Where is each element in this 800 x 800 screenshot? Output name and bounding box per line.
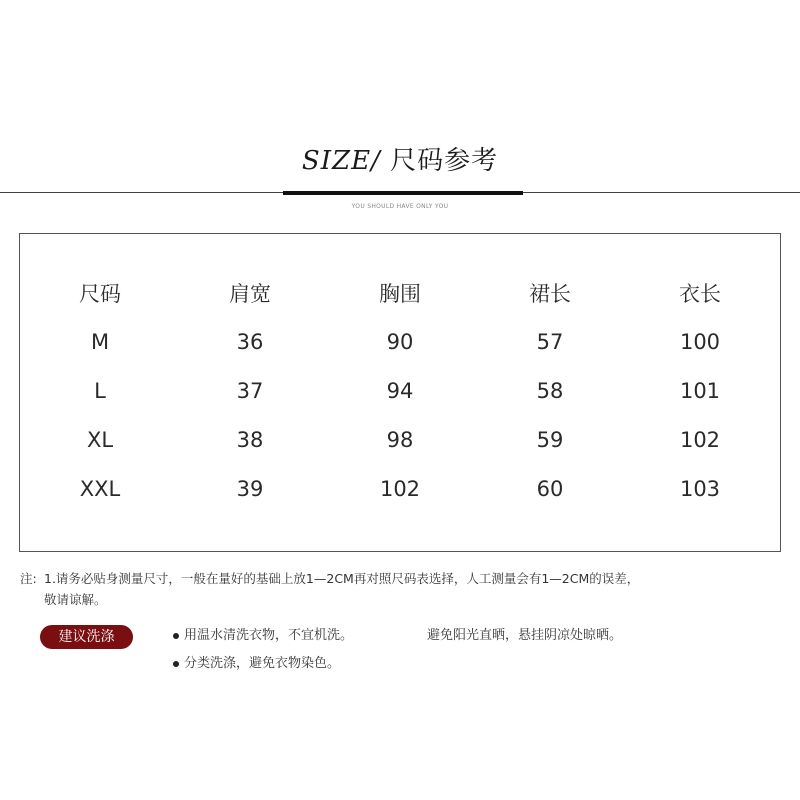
table-row	[25, 366, 775, 415]
care-badge: 建议洗涤	[40, 625, 133, 649]
table-cell: M	[90, 329, 110, 354]
table-cell: 103	[679, 476, 721, 501]
table-cell: 60	[536, 476, 564, 501]
note-line-2: 敬请谅解。	[44, 592, 107, 607]
header-cell-skirt-length: 裙长	[529, 281, 571, 306]
header-cell-shoulder: 肩宽	[229, 281, 271, 306]
table-cell: 59	[536, 427, 564, 452]
table-row	[25, 464, 775, 513]
header-cell-size: 尺码	[79, 281, 121, 306]
page-title-cn: 尺码参考	[380, 146, 499, 176]
table-cell: 98	[386, 427, 414, 452]
care-item	[427, 626, 622, 646]
table-row	[25, 415, 775, 464]
measurement-note	[20, 568, 780, 610]
bullet-icon	[173, 661, 179, 667]
table-cell: 94	[386, 378, 414, 403]
page-title	[0, 140, 800, 177]
care-item-text: 分类洗涤，避免衣物染色。	[184, 656, 341, 671]
note-line-1: 1.请务必贴身测量尺寸，一般在量好的基础上放1—2CM再对照尺码表选择，人工测量会有1—2CM的误差，	[44, 571, 640, 586]
table-cell: 38	[236, 427, 264, 452]
bullet-icon	[173, 633, 179, 639]
table-cell: 57	[536, 329, 564, 354]
table-cell: 90	[386, 329, 414, 354]
table-cell: 101	[679, 378, 721, 403]
table-cell: 37	[236, 378, 264, 403]
header-cell-garment-length: 衣长	[679, 281, 721, 306]
table-cell: 102	[679, 427, 721, 452]
page-subtitle: YOU SHOULD HAVE ONLY YOU	[351, 203, 449, 210]
table-cell: 39	[236, 476, 264, 501]
table-cell: XXL	[79, 476, 121, 501]
size-table	[25, 268, 775, 513]
table-cell: L	[94, 378, 106, 403]
care-item-text: 避免阳光直晒，悬挂阴凉处晾晒。	[427, 628, 623, 643]
table-cell: 100	[679, 329, 721, 354]
table-cell: 58	[536, 378, 564, 403]
table-cell: 36	[236, 329, 264, 354]
table-row	[25, 317, 775, 366]
header-underline	[283, 191, 523, 195]
care-item-text: 用温水清洗衣物，不宜机洗。	[184, 628, 354, 643]
table-header-row	[25, 268, 775, 317]
page-title-en: SIZE/	[301, 146, 381, 176]
note-label: 注:	[20, 571, 37, 586]
note-text	[44, 568, 780, 610]
table-cell: 102	[379, 476, 421, 501]
care-item	[173, 654, 340, 674]
header-cell-bust: 胸围	[379, 281, 421, 306]
care-item	[173, 626, 353, 646]
table-cell: XL	[86, 427, 114, 452]
